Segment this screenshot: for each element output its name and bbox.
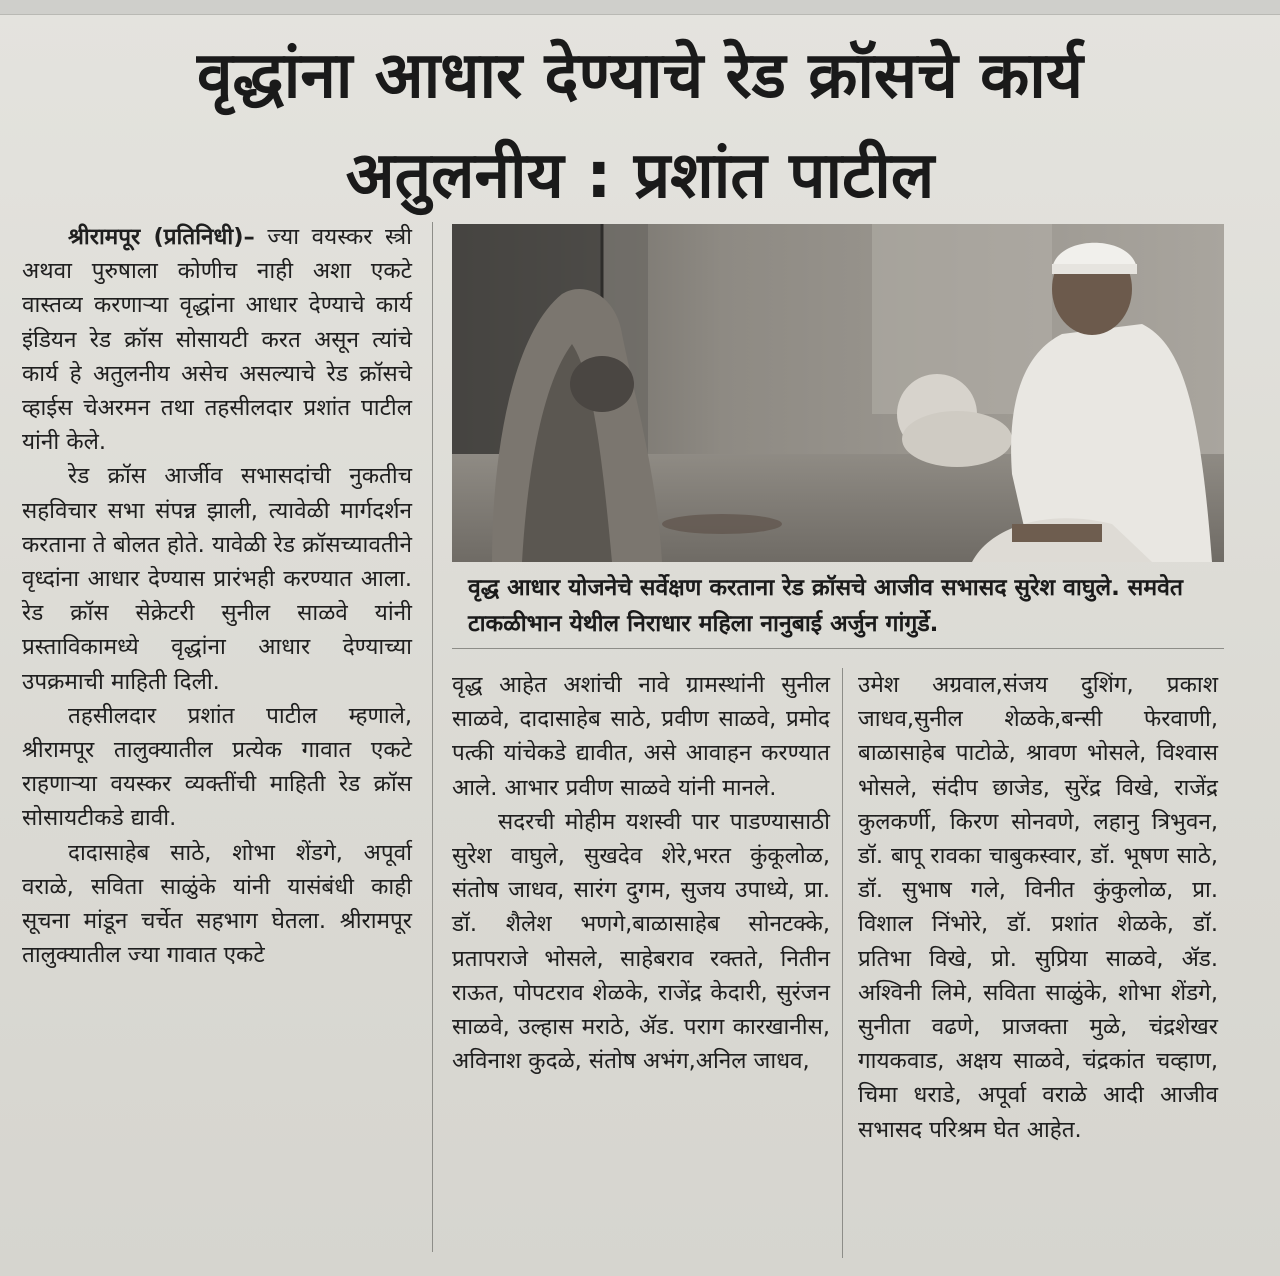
- column-divider: [432, 222, 433, 1252]
- headline-line-1: वृद्धांना आधार देण्याचे रेड क्रॉसचे कार्य: [197, 39, 1083, 113]
- article-column-2: [452, 668, 830, 1078]
- news-photo: [452, 224, 1224, 562]
- dateline: श्रीरामपूर (प्रतिनिधी)–: [68, 224, 255, 250]
- article-paragraph: रेड क्रॉस आर्जीव सभासदांची नुकतीच सहविचार सभा संपन्न झाली, त्यावेळी मार्गदर्शन करताना ते बोलत होते. यावेळी रेड क्रॉसच्यावतीने वृध्दांना आधार देण्यास प्रारंभही करण्यात आला. रेड क्रॉस सेक्रेटरी सुनील साळवे यांनी प्रस्ताविकामध्ये वृद्धांना आधार देण्याच्या उपक्रमाची माहिती दिली.: [22, 463, 412, 695]
- article-column-3: [858, 668, 1218, 1147]
- article-paragraph: सदरची मोहीम यशस्वी पार पाडण्यासाठी सुरेश वाघुले, सुखदेव शेरे,भरत कुंकूलोळ, संतोष जाधव, सारंग दुगम, सुजय उपाध्ये, प्रा. डॉ. शैलेश भणगे,बाळासाहेब सोनटक्के, प्रतापराजे भोसले, साहेबराव रक्तते, नितीन राऊत, पोपटराव शेळके, राजेंद्र केदारी, सुरंजन साळवे, उल्हास मराठे, ॲड. पराग कारखानीस, अविनाश कुदळे, संतोष अभंग,अनिल जाधव,: [452, 808, 830, 1075]
- column-divider: [842, 668, 843, 1258]
- article-column-1: [22, 220, 412, 972]
- article-paragraph: उमेश अग्रवाल,संजय दुशिंग, प्रकाश जाधव,सुनील शेळके,बन्सी फेरवाणी, बाळासाहेब पाटोळे, श्रावण भोसले, विश्वास भोसले, संदीप छाजेड, सुरेंद्र विखे, राजेंद्र कुलकर्णी, किरण सोनवणे, लहानु त्रिभुवन, डॉ. बापू रावका चाबुकस्वार, डॉ. भूषण साठे, डॉ. सुभाष गले, विनीत कुंकुलोळ, प्रा. विशाल निंभोरे, डॉ. प्रशांत शेळके, डॉ. प्रतिभा विखे, प्रो. सुप्रिया साळवे, ॲड. अश्विनी लिमे, सविता साळुंके, शोभा शेंडगे, सुनीता वढणे, प्राजक्ता मुळे, चंद्रशेखर गायकवाड, अक्षय साळवे, चंद्रकांत चव्हाण, चिमा धराडे, अपूर्वा वराळे आदी आजीव सभासद परिश्रम घेत आहेत.: [858, 672, 1218, 1143]
- previous-article-edge: [0, 0, 1280, 15]
- caption-divider: [452, 648, 1224, 649]
- headline-line-2: अतुलनीय : प्रशांत पाटील: [345, 139, 935, 213]
- article-paragraph: दादासाहेब साठे, शोभा शेंडगे, अपूर्वा वराळे, सविता साळुंके यांनी यासंबंधी काही सूचना मांडून चर्चेत सहभाग घेतला. श्रीरामपूर तालुक्यातील ज्या गावात एकटे: [22, 839, 412, 969]
- article-paragraph: तहसीलदार प्रशांत पाटील म्हणाले, श्रीरामपूर तालुक्यातील प्रत्येक गावात एकटे राहणाऱ्या वयस्कर व्यक्तींची माहिती रेड क्रॉस सोसायटीकडे द्यावी.: [22, 702, 412, 832]
- article-paragraph: वृद्ध आहेत अशांची नावे ग्रामस्थांनी सुनील साळवे, दादासाहेब साठे, प्रवीण साळवे, प्रमोद पत्की यांचेकडे द्यावीत, असे आवाहन करण्यात आले. आभार प्रवीण साळवे यांनी मानले.: [452, 672, 830, 801]
- photo-illustration: [452, 224, 1224, 562]
- article-paragraph: [22, 220, 412, 459]
- photo-caption: वृद्ध आधार योजनेचे सर्वेक्षण करताना रेड क्रॉसचे आजीव सभासद सुरेश वाघुले. समवेत टाकळीभान येथील निराधार महिला नानुबाई अर्जुन गांगुर्डे.: [468, 575, 1184, 637]
- lead-text: ज्या वयस्कर स्त्री अथवा पुरुषाला कोणीच नाही अशा एकटे वास्तव्य करणाऱ्या वृद्धांना आधार देण्याचे कार्य इंडियन रेड क्रॉस सोसायटी करत असून त्यांचे कार्य हे अतुलनीय असेच असल्याचे रेड क्रॉसचे व्हाईस चेअरमन तथा तहसीलदार प्रशांत पाटील यांनी केले.: [22, 224, 412, 456]
